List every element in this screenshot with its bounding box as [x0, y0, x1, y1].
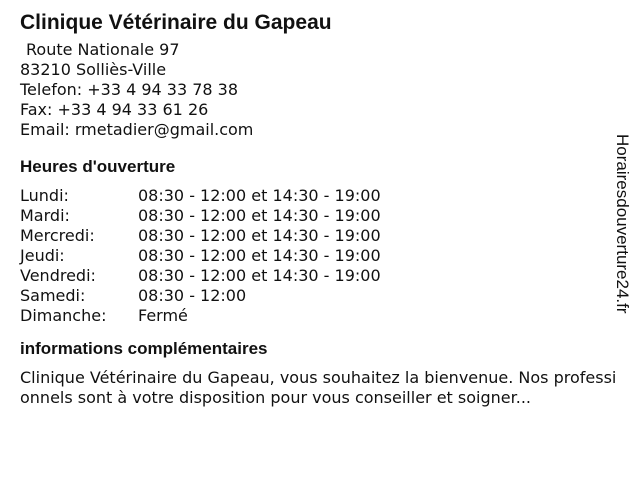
- day-label: Mercredi:: [20, 226, 95, 245]
- time-range: 08:30 - 12:00 et 14:30 - 19:00: [138, 246, 381, 265]
- clinic-card: [20, 10, 618, 408]
- address-block: [20, 40, 618, 140]
- time-range: 08:30 - 12:00: [138, 286, 247, 305]
- day-label: Vendredi:: [20, 266, 96, 285]
- fax-line: Fax: +33 4 94 33 61 26: [20, 100, 209, 119]
- hours-row: [20, 206, 618, 226]
- hours-row: [20, 306, 618, 326]
- time-range: 08:30 - 12:00 et 14:30 - 19:00: [138, 266, 381, 285]
- opening-hours-heading: Heures d'ouverture: [20, 157, 176, 176]
- time-range: 08:30 - 12:00 et 14:30 - 19:00: [138, 186, 381, 205]
- time-range: Fermé: [138, 306, 188, 325]
- additional-info-text: Clinique Vétérinaire du Gapeau, vous souhaitez la bienvenue. Nos professionnels sont à votre disposition pour vous conseiller et soigner...: [20, 368, 617, 407]
- day-label: Dimanche:: [20, 306, 107, 325]
- hours-row: [20, 186, 618, 206]
- day-label: Lundi:: [20, 186, 69, 205]
- hours-row: [20, 266, 618, 286]
- day-label: Mardi:: [20, 206, 70, 225]
- street-address: Route Nationale 97: [26, 40, 180, 59]
- email-line: Email: rmetadier@gmail.com: [20, 120, 254, 139]
- clinic-name: Clinique Vétérinaire du Gapeau: [20, 11, 332, 34]
- additional-info-heading: informations complémentaires: [20, 339, 268, 358]
- time-range: 08:30 - 12:00 et 14:30 - 19:00: [138, 206, 381, 225]
- hours-row: [20, 286, 618, 306]
- hours-row: [20, 226, 618, 246]
- day-label: Jeudi:: [20, 246, 65, 265]
- day-label: Samedi:: [20, 286, 86, 305]
- phone-line: Telefon: +33 4 94 33 78 38: [20, 80, 239, 99]
- site-watermark: Horairesdouverture24.fr: [613, 134, 632, 314]
- city-address: 83210 Solliès-Ville: [20, 60, 167, 79]
- opening-hours-table: [20, 186, 618, 326]
- hours-row: [20, 246, 618, 266]
- time-range: 08:30 - 12:00 et 14:30 - 19:00: [138, 226, 381, 245]
